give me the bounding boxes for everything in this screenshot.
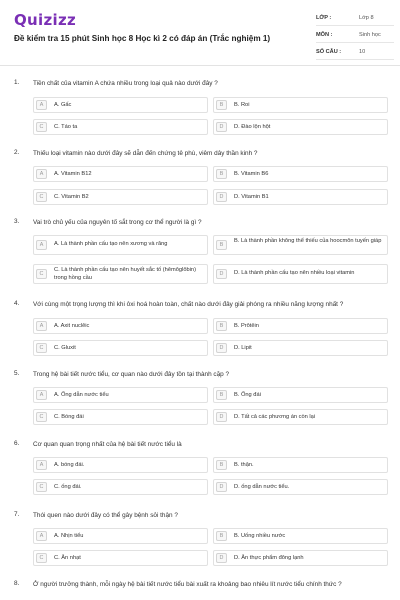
question-number: 8. — [14, 580, 20, 587]
option-text: D. ống dẫn nước tiểu. — [234, 484, 290, 490]
question-text: Cơ quan quan trọng nhất của hệ bài tiết nước tiểu là — [33, 441, 182, 448]
quizizz-logo: Quizizz — [14, 11, 77, 29]
option-text: C. Gluxit — [54, 345, 76, 351]
option-letter: B — [216, 390, 227, 400]
option-c[interactable] — [33, 340, 208, 356]
page-title: Đề kiểm tra 15 phút Sinh học 8 Học kì 2 có đáp án (Trắc nghiệm 1) — [14, 34, 271, 43]
meta-value: Sinh học — [359, 32, 381, 38]
option-b[interactable] — [213, 97, 388, 113]
question-text: Ở người trưởng thành, mỗi ngày hệ bài tiết nước tiểu bài xuất ra khoảng bao nhiêu lít nước tiểu chính thức ? — [33, 581, 342, 588]
option-text: C. Ăn nhạt — [54, 555, 81, 561]
option-text: B. Ống đái — [234, 392, 261, 398]
option-text: B. thận. — [234, 462, 254, 468]
question-number: 6. — [14, 440, 20, 447]
option-c[interactable] — [33, 479, 208, 495]
option-text: B. Roi — [234, 102, 250, 108]
option-text: D. Đào lộn hột — [234, 124, 271, 130]
question-number: 7. — [14, 511, 20, 518]
option-text: D. Tất cả các phương án còn lại — [234, 414, 316, 420]
option-letter: C — [36, 122, 47, 132]
option-letter: D — [216, 192, 227, 202]
option-b[interactable] — [213, 387, 388, 403]
option-text: C. Là thành phần cấu tạo nên huyết sắc tố (hêmôglôbin) trong hồng cầu — [54, 267, 196, 281]
option-text: A. Vitamin B12 — [54, 171, 92, 177]
option-letter: A — [36, 100, 47, 110]
option-text: C. Táo ta — [54, 124, 78, 130]
option-a[interactable] — [33, 528, 208, 544]
option-b[interactable] — [213, 235, 388, 255]
option-letter: A — [36, 531, 47, 541]
option-letter: B — [216, 321, 227, 331]
option-d[interactable] — [213, 550, 388, 566]
option-d[interactable] — [213, 409, 388, 425]
option-c[interactable] — [33, 264, 208, 284]
option-c[interactable] — [33, 119, 208, 135]
option-text: D. Là thành phần cấu tạo nên nhiều loại vitamin — [234, 270, 355, 276]
question-number: 3. — [14, 218, 20, 225]
option-c[interactable] — [33, 409, 208, 425]
option-a[interactable] — [33, 97, 208, 113]
option-text: B. Là thành phần không thể thiếu của hoocmôn tuyến giáp — [234, 238, 382, 244]
question-text: Vai trò chủ yếu của nguyên tố sắt trong cơ thể người là gì ? — [33, 219, 202, 226]
option-letter: D — [216, 553, 227, 563]
option-letter: B — [216, 240, 227, 250]
option-letter: C — [36, 269, 47, 279]
option-a[interactable] — [33, 235, 208, 255]
meta-row-class — [316, 10, 394, 26]
option-b[interactable] — [213, 528, 388, 544]
option-d[interactable] — [213, 119, 388, 135]
option-letter: C — [36, 553, 47, 563]
question-text: Với cùng một trọng lượng thì khi ôxi hoá hoàn toàn, chất nào dưới đây giải phóng ra nhiều năng lượng nhất ? — [33, 301, 344, 308]
option-letter: A — [36, 240, 47, 250]
question-number: 1. — [14, 79, 20, 86]
option-text: B. Prôtêin — [234, 323, 259, 329]
option-b[interactable] — [213, 318, 388, 334]
option-d[interactable] — [213, 189, 388, 205]
question-text: Thói quen nào dưới đây có thể gây bệnh sỏi thận ? — [33, 512, 178, 519]
option-letter: C — [36, 482, 47, 492]
option-a[interactable] — [33, 457, 208, 473]
option-text: A. Ống dẫn nước tiểu — [54, 392, 109, 398]
option-text: A. Gấc — [54, 102, 72, 108]
meta-info — [316, 10, 394, 61]
option-letter: A — [36, 321, 47, 331]
option-letter: D — [216, 269, 227, 279]
option-letter: A — [36, 390, 47, 400]
option-a[interactable] — [33, 318, 208, 334]
worksheet-header — [0, 0, 400, 66]
question-number: 4. — [14, 300, 20, 307]
option-c[interactable] — [33, 189, 208, 205]
meta-label: LỚP : — [316, 15, 332, 21]
meta-label: MÔN : — [316, 32, 333, 38]
option-a[interactable] — [33, 166, 208, 182]
option-letter: B — [216, 531, 227, 541]
option-text: D. Ăn thực phẩm đông lạnh — [234, 555, 304, 561]
option-text: A. Axit nuclêic — [54, 323, 90, 329]
option-letter: C — [36, 192, 47, 202]
option-d[interactable] — [213, 340, 388, 356]
option-text: D. Lipit — [234, 345, 252, 351]
option-letter: B — [216, 169, 227, 179]
option-d[interactable] — [213, 479, 388, 495]
option-text: A. bóng đái. — [54, 462, 85, 468]
option-text: B. Uống nhiều nước — [234, 533, 286, 539]
option-letter: C — [36, 412, 47, 422]
question-text: Thiếu loại vitamin nào dưới đây sẽ dẫn đến chứng tê phù, viêm dây thần kinh ? — [33, 150, 258, 157]
meta-value: Lớp 8 — [359, 15, 374, 21]
meta-value: 10 — [359, 49, 366, 55]
option-text: D. Vitamin B1 — [234, 194, 269, 200]
option-d[interactable] — [213, 264, 388, 284]
question-text: Tiền chất của vitamin A chứa nhiều trong loại quả nào dưới đây ? — [33, 80, 218, 87]
option-text: A. Nhịn tiểu — [54, 533, 84, 539]
option-a[interactable] — [33, 387, 208, 403]
option-text: B. Vitamin B6 — [234, 171, 269, 177]
option-b[interactable] — [213, 166, 388, 182]
option-text: C. ống đái. — [54, 484, 82, 490]
option-letter: D — [216, 343, 227, 353]
option-c[interactable] — [33, 550, 208, 566]
option-b[interactable] — [213, 457, 388, 473]
option-letter: C — [36, 343, 47, 353]
option-text: C. Vitamin B2 — [54, 194, 89, 200]
option-letter: A — [36, 169, 47, 179]
option-letter: B — [216, 100, 227, 110]
meta-row-subject — [316, 27, 394, 43]
option-letter: D — [216, 412, 227, 422]
option-letter: D — [216, 482, 227, 492]
question-number: 5. — [14, 370, 20, 377]
question-text: Trong hệ bài tiết nước tiểu, cơ quan nào dưới đây tồn tại thành cặp ? — [33, 371, 230, 378]
option-letter: B — [216, 460, 227, 470]
meta-label: SỐ CÂU : — [316, 49, 342, 55]
meta-row-count — [316, 44, 394, 60]
option-text: C. Bóng đái — [54, 414, 84, 420]
question-number: 2. — [14, 149, 20, 156]
option-text: A. Là thành phần cấu tạo nên xương và răng — [54, 241, 168, 247]
option-letter: D — [216, 122, 227, 132]
option-letter: A — [36, 460, 47, 470]
